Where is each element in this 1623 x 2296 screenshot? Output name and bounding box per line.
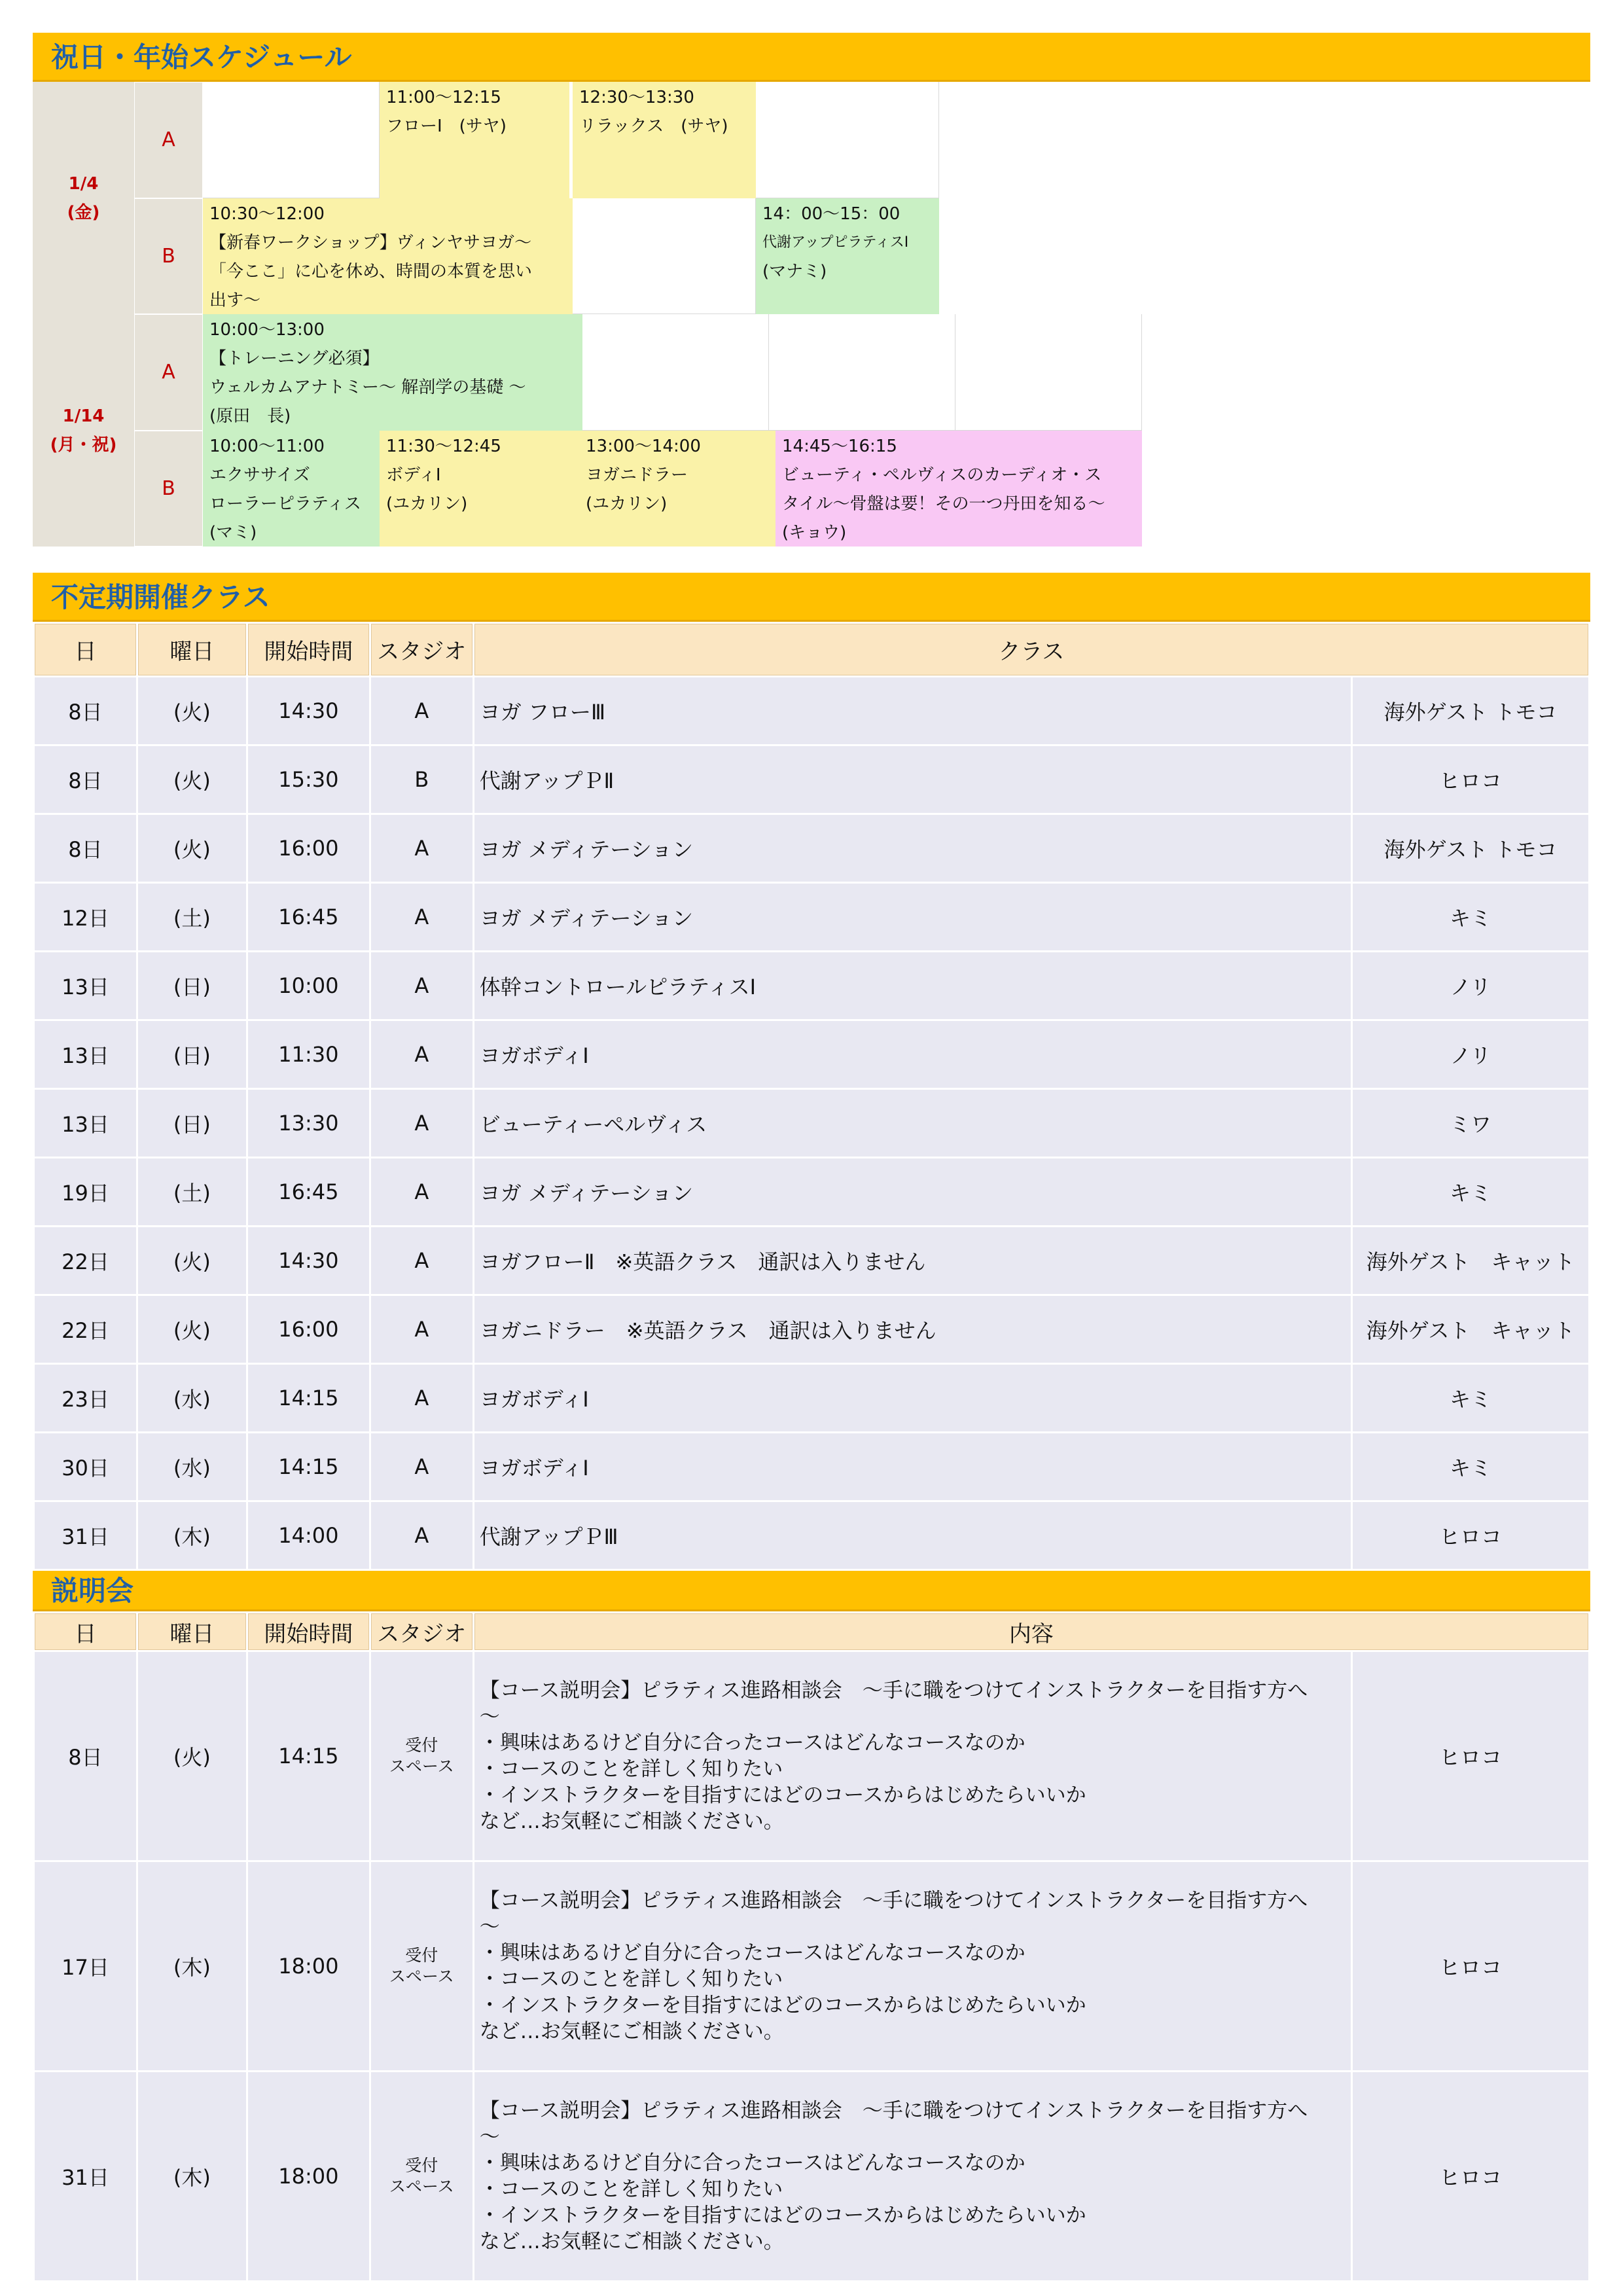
time-cell: 15:30: [248, 746, 369, 813]
time-cell: 14:30: [248, 677, 369, 744]
content-line: ・コースのことを詳しく知りたい: [479, 2178, 783, 2201]
content-line: 〜: [479, 1705, 500, 1729]
content-line: ・興味はあるけど自分に合ったコースはどんなコースなのか: [479, 1731, 1026, 1755]
irregular-header-row: [35, 624, 1588, 675]
class-line: タイル〜骨盤は要！その一つ丹田を知る〜: [782, 494, 1105, 514]
col-header-studio: スタジオ: [371, 1613, 473, 1650]
dow-cell: (火): [138, 815, 246, 882]
teacher-cell: ヒロコ: [1353, 746, 1588, 813]
day-cell: 8日: [35, 1652, 136, 1860]
day-cell: 31日: [35, 1502, 136, 1569]
time-cell: 16:00: [248, 1296, 369, 1363]
day-cell: 22日: [35, 1227, 136, 1294]
class-cell: 代謝アップＰⅡ: [474, 746, 1351, 813]
class-line: (ユカリン): [386, 494, 468, 514]
empty-slot: [769, 314, 955, 431]
sessions-section-title: 説明会: [33, 1571, 1590, 1611]
teacher-cell: キミ: [1353, 1158, 1588, 1225]
table-row: [35, 746, 1588, 813]
content-line: ・インストラクターを目指すにはどのコースからはじめたらいいか: [479, 1784, 1086, 1807]
class-slot: [380, 431, 579, 547]
class-cell: ヨガ メディテーション: [474, 884, 1351, 950]
class-name: リラックス (サヤ): [579, 117, 728, 136]
studio-cell: A: [371, 884, 473, 950]
time-cell: 16:45: [248, 1158, 369, 1225]
dow-cell: (火): [138, 1296, 246, 1363]
class-cell: 代謝アップＰⅢ: [474, 1502, 1351, 1569]
class-cell: ヨガボディⅠ: [474, 1433, 1351, 1500]
irregular-table: [33, 622, 1590, 1571]
studio-label: スペース: [389, 2177, 454, 2196]
content-line: など…お気軽にご相談ください。: [479, 2230, 784, 2253]
class-cell: ヨガ フローⅢ: [474, 677, 1351, 744]
content-line: ・興味はあるけど自分に合ったコースはどんなコースなのか: [479, 2151, 1026, 2175]
table-row: [35, 1227, 1588, 1294]
date-label: 1/4: [68, 173, 99, 194]
studio-label: 受付: [405, 1736, 438, 1755]
time-cell: 16:45: [248, 884, 369, 950]
time-cell: 14:00: [248, 1502, 369, 1569]
table-row: [35, 1090, 1588, 1157]
dow-cell: (日): [138, 1021, 246, 1088]
content-line: ・コースのことを詳しく知りたい: [479, 1757, 783, 1781]
class-cell: ビューティーペルヴィス: [474, 1090, 1351, 1157]
day-cell: 13日: [35, 1090, 136, 1157]
studio-cell: [371, 1652, 473, 1860]
class-slot: [579, 431, 776, 547]
content-line: 〜: [479, 2125, 500, 2149]
content-line: ・興味はあるけど自分に合ったコースはどんなコースなのか: [479, 1941, 1026, 1965]
day-cell: 22日: [35, 1296, 136, 1363]
time-cell: 14:30: [248, 1227, 369, 1294]
class-line: ボディⅠ: [386, 465, 441, 485]
class-line: エクササイズ: [209, 465, 310, 485]
empty-slot: [756, 82, 939, 198]
dow-cell: (火): [138, 746, 246, 813]
studio-cell: A: [371, 1433, 473, 1500]
table-row: [35, 1433, 1588, 1500]
col-header-studio: スタジオ: [371, 624, 473, 675]
studio-cell: [371, 2072, 473, 2280]
content-line: ・インストラクターを目指すにはどのコースからはじめたらいいか: [479, 2204, 1086, 2227]
content-line: など…お気軽にご相談ください。: [479, 2020, 784, 2043]
day-cell: 23日: [35, 1365, 136, 1431]
teacher-cell: 海外ゲスト キャット: [1353, 1296, 1588, 1363]
studio-cell: A: [371, 1090, 473, 1157]
teacher-cell: ヒロコ: [1353, 2072, 1588, 2280]
holiday-grid: [33, 82, 1590, 573]
date-cell-1: [33, 82, 134, 314]
empty-slot: [203, 82, 380, 198]
class-cell: ヨガボディⅠ: [474, 1021, 1351, 1088]
studio-cell: A: [371, 1158, 473, 1225]
table-row: [35, 884, 1588, 950]
class-cell: 体幹コントロールピラティスⅠ: [474, 952, 1351, 1019]
studio-cell: B: [371, 746, 473, 813]
dow-cell: (水): [138, 1365, 246, 1431]
col-header-dow: 曜日: [138, 624, 246, 675]
class-time: 11:30〜12:45: [386, 437, 501, 456]
table-row: [35, 815, 1588, 882]
date-cell-2: [33, 314, 134, 547]
day-cell: 12日: [35, 884, 136, 950]
col-header-dow: 曜日: [138, 1613, 246, 1650]
date-label: 1/14: [62, 406, 105, 426]
day-cell: 8日: [35, 815, 136, 882]
day-cell: 13日: [35, 1021, 136, 1088]
class-slot: [776, 431, 1142, 547]
studio-cell: A: [371, 815, 473, 882]
day-cell: 13日: [35, 952, 136, 1019]
table-row: [35, 1652, 1588, 1860]
time-cell: 18:00: [248, 2072, 369, 2280]
teacher-cell: キミ: [1353, 1433, 1588, 1500]
col-header-day: 日: [35, 624, 136, 675]
col-header-day: 日: [35, 1613, 136, 1650]
studio-cell: A: [371, 1502, 473, 1569]
time-cell: 14:15: [248, 1365, 369, 1431]
empty-slot: [582, 314, 769, 431]
table-row: [35, 952, 1588, 1019]
studio-cell: [371, 1862, 473, 2070]
time-cell: 16:00: [248, 815, 369, 882]
class-time: 10:30〜12:00: [209, 204, 325, 224]
time-cell: 14:15: [248, 1652, 369, 1860]
class-cell: ヨガニドラー ※英語クラス 通訳は入りません: [474, 1296, 1351, 1363]
content-cell: [474, 1862, 1351, 2070]
table-row: [35, 1365, 1588, 1431]
content-line: 【コース説明会】ピラティス進路相談会 〜手に職をつけてインストラクターを目指す方へ: [479, 1679, 1308, 1702]
class-time: 12:30〜13:30: [579, 88, 694, 107]
class-line: (原田 長): [209, 406, 291, 426]
dow-cell: (火): [138, 677, 246, 744]
studio-cell: A: [134, 314, 203, 431]
class-name: 代謝アップピラティスⅠ: [762, 234, 909, 251]
dow-label: (月・祝): [50, 435, 117, 455]
content-cell: [474, 2072, 1351, 2280]
class-name: フローⅠ (サヤ): [386, 117, 507, 136]
class-slot: [203, 431, 380, 547]
teacher-cell: ヒロコ: [1353, 1652, 1588, 1860]
teacher-cell: ノリ: [1353, 952, 1588, 1019]
dow-cell: (火): [138, 1227, 246, 1294]
teacher-cell: 海外ゲスト トモコ: [1353, 677, 1588, 744]
class-line: (ユカリン): [586, 494, 668, 514]
class-line: ウェルカムアナトミー〜 解剖学の基礎 〜: [209, 378, 526, 397]
col-header-start: 開始時間: [248, 1613, 369, 1650]
table-row: [35, 677, 1588, 744]
col-header-start: 開始時間: [248, 624, 369, 675]
empty-slot: [573, 198, 756, 314]
day-cell: 19日: [35, 1158, 136, 1225]
table-row: [35, 2072, 1588, 2280]
class-line: 「今ここ」に心を休め、時間の本質を思い: [209, 262, 532, 281]
studio-label: スペース: [389, 1967, 454, 1986]
studio-label: 受付: [405, 1946, 438, 1965]
table-row: [35, 1502, 1588, 1569]
class-line: (マミ): [209, 523, 257, 543]
irregular-section-title: 不定期開催クラス: [33, 573, 1590, 622]
studio-label: 受付: [405, 2156, 438, 2175]
col-header-content: 内容: [474, 1613, 1588, 1650]
dow-cell: (木): [138, 2072, 246, 2280]
class-line: 【トレーニング必須】: [209, 349, 380, 368]
teacher-cell: 海外ゲスト キャット: [1353, 1227, 1588, 1294]
class-time: 10:00〜13:00: [209, 320, 325, 340]
class-slot: [573, 82, 756, 198]
dow-cell: (土): [138, 1158, 246, 1225]
day-cell: 30日: [35, 1433, 136, 1500]
dow-cell: (日): [138, 952, 246, 1019]
class-cell: ヨガボディⅠ: [474, 1365, 1351, 1431]
studio-cell: A: [371, 1296, 473, 1363]
empty-slot: [955, 314, 1142, 431]
studio-cell: A: [371, 1021, 473, 1088]
class-line: ヨガニドラー: [586, 465, 688, 485]
dow-cell: (水): [138, 1433, 246, 1500]
class-line: ビューティ・ペルヴィスのカーディオ・ス: [782, 465, 1102, 485]
class-slot: [380, 82, 569, 198]
studio-label: スペース: [389, 1757, 454, 1776]
content-line: ・インストラクターを目指すにはどのコースからはじめたらいいか: [479, 1994, 1086, 2017]
day-cell: 8日: [35, 746, 136, 813]
class-time: 14：00〜15：00: [762, 204, 901, 224]
class-line: 出す〜: [209, 291, 261, 310]
studio-cell: B: [134, 431, 203, 547]
teacher-cell: キミ: [1353, 884, 1588, 950]
teacher-cell: ノリ: [1353, 1021, 1588, 1088]
table-row: [35, 1296, 1588, 1363]
day-cell: 8日: [35, 677, 136, 744]
class-slot: [203, 198, 573, 314]
class-time: 11:00〜12:15: [386, 88, 501, 107]
class-line: ローラーピラティス: [209, 494, 361, 514]
holiday-section-title: 祝日・年始スケジュール: [33, 33, 1590, 82]
table-row: [35, 1862, 1588, 2070]
dow-cell: (日): [138, 1090, 246, 1157]
class-cell: ヨガ メディテーション: [474, 815, 1351, 882]
class-teacher: (マナミ): [762, 262, 827, 281]
time-cell: 18:00: [248, 1862, 369, 2070]
class-line: 【新春ワークショップ】ヴィンヤサヨガ〜: [209, 233, 532, 253]
dow-cell: (火): [138, 1652, 246, 1860]
content-line: ・コースのことを詳しく知りたい: [479, 1967, 783, 1991]
teacher-cell: キミ: [1353, 1365, 1588, 1431]
time-cell: 10:00: [248, 952, 369, 1019]
studio-cell: A: [371, 1227, 473, 1294]
studio-cell: A: [371, 677, 473, 744]
teacher-cell: ヒロコ: [1353, 1502, 1588, 1569]
content-line: 【コース説明会】ピラティス進路相談会 〜手に職をつけてインストラクターを目指す方へ: [479, 1889, 1308, 1912]
table-row: [35, 1158, 1588, 1225]
class-slot: [203, 314, 582, 431]
dow-cell: (木): [138, 1502, 246, 1569]
teacher-cell: 海外ゲスト トモコ: [1353, 815, 1588, 882]
class-slot: [756, 198, 939, 314]
content-cell: [474, 1652, 1351, 1860]
table-row: [35, 1021, 1588, 1088]
sessions-table: [33, 1611, 1590, 2282]
time-cell: 13:30: [248, 1090, 369, 1157]
teacher-cell: ヒロコ: [1353, 1862, 1588, 2070]
schedule-page: [33, 33, 1590, 2282]
time-cell: 14:15: [248, 1433, 369, 1500]
col-header-class: クラス: [474, 624, 1588, 675]
content-line: など…お気軽にご相談ください。: [479, 1810, 784, 1833]
content-line: 〜: [479, 1915, 500, 1939]
studio-cell: A: [371, 952, 473, 1019]
studio-cell: A: [371, 1365, 473, 1431]
teacher-cell: ミワ: [1353, 1090, 1588, 1157]
time-cell: 11:30: [248, 1021, 369, 1088]
studio-cell: B: [134, 198, 203, 314]
content-line: 【コース説明会】ピラティス進路相談会 〜手に職をつけてインストラクターを目指す方へ: [479, 2099, 1308, 2123]
dow-cell: (木): [138, 1862, 246, 2070]
class-time: 13:00〜14:00: [586, 437, 701, 456]
class-time: 14:45〜16:15: [782, 437, 897, 456]
dow-cell: (土): [138, 884, 246, 950]
day-cell: 31日: [35, 2072, 136, 2280]
dow-label: (金): [67, 202, 100, 223]
class-cell: ヨガフローⅡ ※英語クラス 通訳は入りません: [474, 1227, 1351, 1294]
class-cell: ヨガ メディテーション: [474, 1158, 1351, 1225]
sessions-header-row: [35, 1613, 1588, 1650]
day-cell: 17日: [35, 1862, 136, 2070]
class-line: (キョウ): [782, 523, 847, 543]
studio-cell: A: [134, 82, 203, 198]
class-time: 10:00〜11:00: [209, 437, 325, 456]
